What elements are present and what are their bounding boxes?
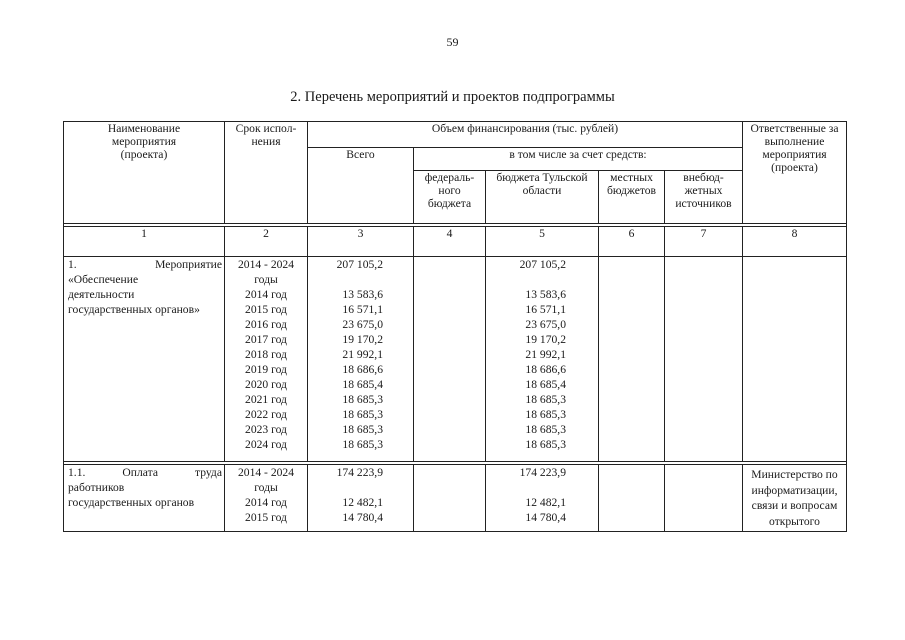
cell-line: 16 571,1 xyxy=(342,303,383,316)
cell-line: 174 223,9 xyxy=(336,466,383,479)
cell-line: 13 583,6 xyxy=(342,288,383,301)
column-number: 4 xyxy=(414,227,486,257)
cell-line: 18 686,6 xyxy=(525,363,566,376)
cell-line: 207 105,2 xyxy=(519,258,566,271)
cell-line: Срок испол- xyxy=(235,122,297,135)
cell-line: 13 583,6 xyxy=(525,288,566,301)
regional-cell xyxy=(486,465,599,532)
cell-line: годы xyxy=(254,273,278,286)
cell-line: 18 685,3 xyxy=(342,423,383,436)
activity-name-first-line xyxy=(68,465,222,480)
cell-line: государственных органов xyxy=(68,496,195,509)
total-cell xyxy=(308,465,414,532)
cell-line: открытого xyxy=(769,514,820,528)
cell-line: 2015 год xyxy=(245,511,287,524)
document-title: 2. Перечень мероприятий и проектов подпрограммы xyxy=(290,89,615,105)
header-total: Всего xyxy=(308,148,414,224)
header-funding: Объем финансирования (тыс. рублей) xyxy=(308,122,743,148)
page-number: 59 xyxy=(446,35,459,49)
cell-line: жетных xyxy=(684,184,723,197)
cell-line: 174 223,9 xyxy=(519,466,566,479)
cell-line: 18 685,3 xyxy=(342,408,383,421)
period-cell xyxy=(225,465,308,532)
column-numbers-row xyxy=(64,227,847,257)
column-number: 1 xyxy=(64,227,225,257)
cell-line: 19 170,2 xyxy=(525,333,566,346)
regional-cell xyxy=(486,257,599,462)
cell-line: 2020 год xyxy=(245,378,287,391)
header-local xyxy=(599,171,665,224)
cell-line: области xyxy=(522,184,562,197)
header-federal xyxy=(414,171,486,224)
federal-cell xyxy=(414,257,486,462)
column-number: 3 xyxy=(308,227,414,257)
cell-line: 2016 год xyxy=(245,318,287,331)
federal-cell xyxy=(414,465,486,532)
cell-line: бюджетов xyxy=(606,184,657,197)
column-number: 2 xyxy=(225,227,308,257)
cell-line: источников xyxy=(675,197,732,210)
cell-line: Наименование xyxy=(107,122,181,135)
cell-line: 2023 год xyxy=(245,423,287,436)
cell-line: ного xyxy=(438,184,461,197)
cell-line: государственных органов» xyxy=(68,303,200,316)
cell-line: 18 685,4 xyxy=(342,378,383,391)
cell-line: 12 482,1 xyxy=(342,496,383,509)
cell-line: 12 482,1 xyxy=(525,496,566,509)
activity-name-cell xyxy=(64,465,225,532)
cell-line: внебюд- xyxy=(683,171,724,184)
cell-line: бюджета Тульской xyxy=(496,171,588,184)
cell-line: 2022 год xyxy=(245,408,287,421)
cell-line: 2018 год xyxy=(245,348,287,361)
cell-line: 18 685,3 xyxy=(525,393,566,406)
cell-line: 2015 год xyxy=(245,303,287,316)
header-name xyxy=(64,122,225,224)
cell-line: 207 105,2 xyxy=(336,258,383,271)
column-number: 7 xyxy=(665,227,743,257)
cell-line: 2014 - 2024 xyxy=(237,466,295,479)
header-including: в том числе за счет средств: xyxy=(414,148,743,171)
cell-line: местных xyxy=(610,171,653,184)
responsible-cell xyxy=(743,257,847,462)
cell-line: 18 685,3 xyxy=(342,438,383,451)
cell-line: бюджета xyxy=(427,197,472,210)
header-responsible xyxy=(743,122,847,224)
cell-line: информатизации, xyxy=(751,483,838,497)
cell-line: 18 686,6 xyxy=(342,363,383,376)
cell-line: связи и вопросам xyxy=(751,499,838,512)
cell-line: федераль- xyxy=(424,171,475,184)
cell-line: труда xyxy=(195,466,222,479)
cell-line xyxy=(310,272,383,287)
cell-line: 18 685,3 xyxy=(525,438,566,451)
cell-line: 2014 год xyxy=(245,288,287,301)
table-row xyxy=(64,257,847,462)
cell-line: 18 685,3 xyxy=(342,393,383,406)
header-offbudget xyxy=(665,171,743,224)
column-number: 5 xyxy=(486,227,599,257)
cell-line: 2024 год xyxy=(245,438,287,451)
cell-line: Мероприятие xyxy=(155,258,222,271)
cell-line: деятельности xyxy=(68,288,135,301)
activities-table xyxy=(63,121,847,532)
cell-line: 21 992,1 xyxy=(525,348,566,361)
activity-name-first-line xyxy=(68,257,222,272)
cell-line: 14 780,4 xyxy=(525,511,566,524)
cell-line: 14 780,4 xyxy=(342,511,383,524)
column-number: 6 xyxy=(599,227,665,257)
cell-line: 23 675,0 xyxy=(525,318,566,331)
cell-line: выполнение xyxy=(764,135,825,148)
responsible-cell xyxy=(743,465,847,532)
cell-line: 18 685,3 xyxy=(525,408,566,421)
cell-line: 21 992,1 xyxy=(342,348,383,361)
offbudget-cell xyxy=(665,257,743,462)
cell-line xyxy=(488,272,566,287)
cell-line: 2019 год xyxy=(245,363,287,376)
cell-line: 18 685,3 xyxy=(525,423,566,436)
cell-line: 1. xyxy=(68,258,77,271)
cell-line xyxy=(488,480,566,495)
local-cell xyxy=(599,257,665,462)
cell-line: 16 571,1 xyxy=(525,303,566,316)
cell-line: 2014 - 2024 xyxy=(237,258,295,271)
cell-line: мероприятия xyxy=(762,148,827,161)
cell-line: (проекта) xyxy=(771,161,818,174)
activity-name-cell xyxy=(64,257,225,462)
cell-line: 19 170,2 xyxy=(342,333,383,346)
activity-name-rest xyxy=(68,480,222,510)
cell-line xyxy=(310,480,383,495)
cell-line: 2014 год xyxy=(245,496,287,509)
header-term xyxy=(225,122,308,224)
table-row xyxy=(64,465,847,532)
cell-line: 2017 год xyxy=(245,333,287,346)
local-cell xyxy=(599,465,665,532)
activity-name-rest xyxy=(68,272,222,317)
cell-line: 1.1. xyxy=(68,466,86,479)
cell-line: работников xyxy=(68,481,125,494)
cell-line: «Обеспечение xyxy=(68,273,139,286)
cell-line: Оплата xyxy=(122,466,158,479)
period-cell xyxy=(225,257,308,462)
cell-line: 2021 год xyxy=(245,393,287,406)
cell-line: годы xyxy=(254,481,278,494)
cell-line: 18 685,4 xyxy=(525,378,566,391)
cell-line: 23 675,0 xyxy=(342,318,383,331)
cell-line: мероприятия xyxy=(111,135,177,148)
header-regional xyxy=(486,171,599,224)
column-number: 8 xyxy=(743,227,847,257)
cell-line: Министерство по xyxy=(751,468,838,481)
total-cell xyxy=(308,257,414,462)
offbudget-cell xyxy=(665,465,743,532)
cell-line: нения xyxy=(251,135,281,148)
cell-line: (проекта) xyxy=(120,148,168,161)
cell-line: Ответственные за xyxy=(750,122,839,135)
